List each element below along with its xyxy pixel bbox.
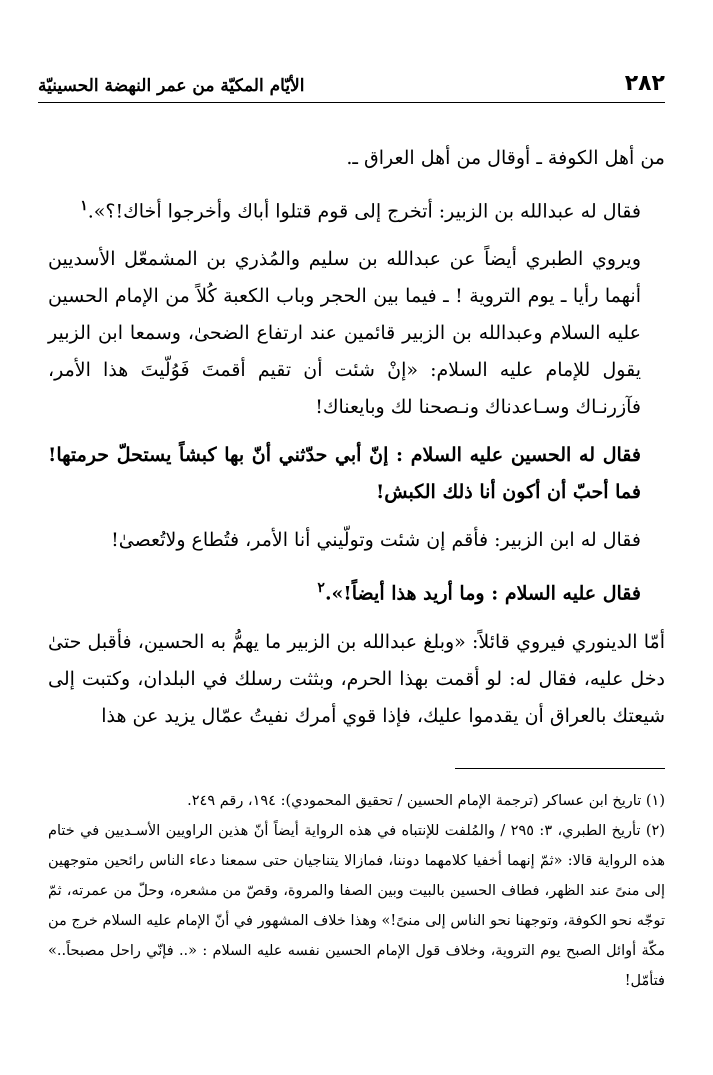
main-text [48,140,665,746]
footnotes [48,786,665,996]
paragraph [48,570,665,612]
footnote-1: (١) تاريخ ابن عساكر (ترجمة الإمام الحسين / تحقيق المحمودي): ١٩٤، رقم ٢٤٩. [187,793,665,809]
paragraph: فقال له ابن الزبير: فأقم إن شئت وتولّيني أنا الأمر، فتُطاع ولاتُعصىٰ! [111,529,641,552]
footnote-ref: ١ [80,198,88,214]
paragraph [48,188,665,230]
paragraph-text: فقال عليه السلام : وما أريد هذا أيضاً!». [324,582,641,605]
paragraph-text: فقال له عبدالله بن الزبير: أتخرج إلى قوم قتلوا أباك وأخرجوا أخاك!؟». [87,200,641,223]
paragraph: من أهل الكوفة ـ أوقال من أهل العراق ـ. [346,147,665,169]
paragraph: ويروي الطبري أيضاً عن عبدالله بن سليم والمُذري بن المشمعّل الأسديين أنهما رأيا ـ يوم التروية ! ـ فيما بين الحجر وباب الكعبة كُلاً من الإمام الحسين عليه السلام وعبدالله بن الزبير قائمين عند ارتفاع الضحىٰ، وسمعا ابن الزبير يقول للإمام عليه السلام: «إنْ شئت أن تقيم أقمتَ فَوُلّيتَ هذا الأمر، فآزرنـاك وسـاعدناك ونـصحنا لك وبايعناك! [48,248,641,419]
footnote-2: (٢) تأريخ الطبري، ٣: ٢٩٥ / والمُلفت للإنتباه في هذه الرواية أيضاً أنّ هذين الراويين الأسـديين في ختام هذه الرواية قالا: «ثمّ إنهما أخفيا كلامهما دوننا، فمازالا يتناجيان حتى سمعنا دعاء الناس رائحين متوجهين إلى منىً عند الظهر، فطاف الحسين بالبيت وبين الصفا والمروة، وقصّ من مشعره، وحلّ من عمرته، ثمّ توجّه نحو الكوفة، وتوجهنا نحو الناس إلى منىً!» وهذا خلاف المشهور في أنّ الإمام عليه السلام خرج من مكّة أوائل الصبح يوم التروية، وخلاف قول الإمام الحسين نفسه عليه السلام : «.. فإنّي راحل مصبحاً..» فتأمّل! [48,823,665,989]
page-number: ٢٨٢ [624,71,665,96]
footnote-divider [455,768,665,769]
paragraph: فقال له الحسين عليه السلام : إنّ أبي حدّثني أنّ بها كبشاً يستحلّ حرمتها! فما أحبّ أن أكون أنا ذلك الكبش! [48,444,641,504]
footnote-ref: ٢ [317,580,325,597]
paragraph: أمّا الدينوري فيروي قائلاً: «وبلغ عبدالله بن الزبير ما يهمُّ به الحسين، فأقبل حتىٰ دخل عليه، فقال له: لو أقمت بهذا الحرم، وبثثت رسلك في البلدان، وكتبت إلى شيعتك بالعراق أن يقدموا عليك، فإذا قوي أمرك نفيتُ عمّال يزيد عن هذا [48,630,665,727]
page-header [38,66,665,103]
running-title: الأيّام المكيّة من عمر النهضة الحسينيّة [38,76,305,96]
